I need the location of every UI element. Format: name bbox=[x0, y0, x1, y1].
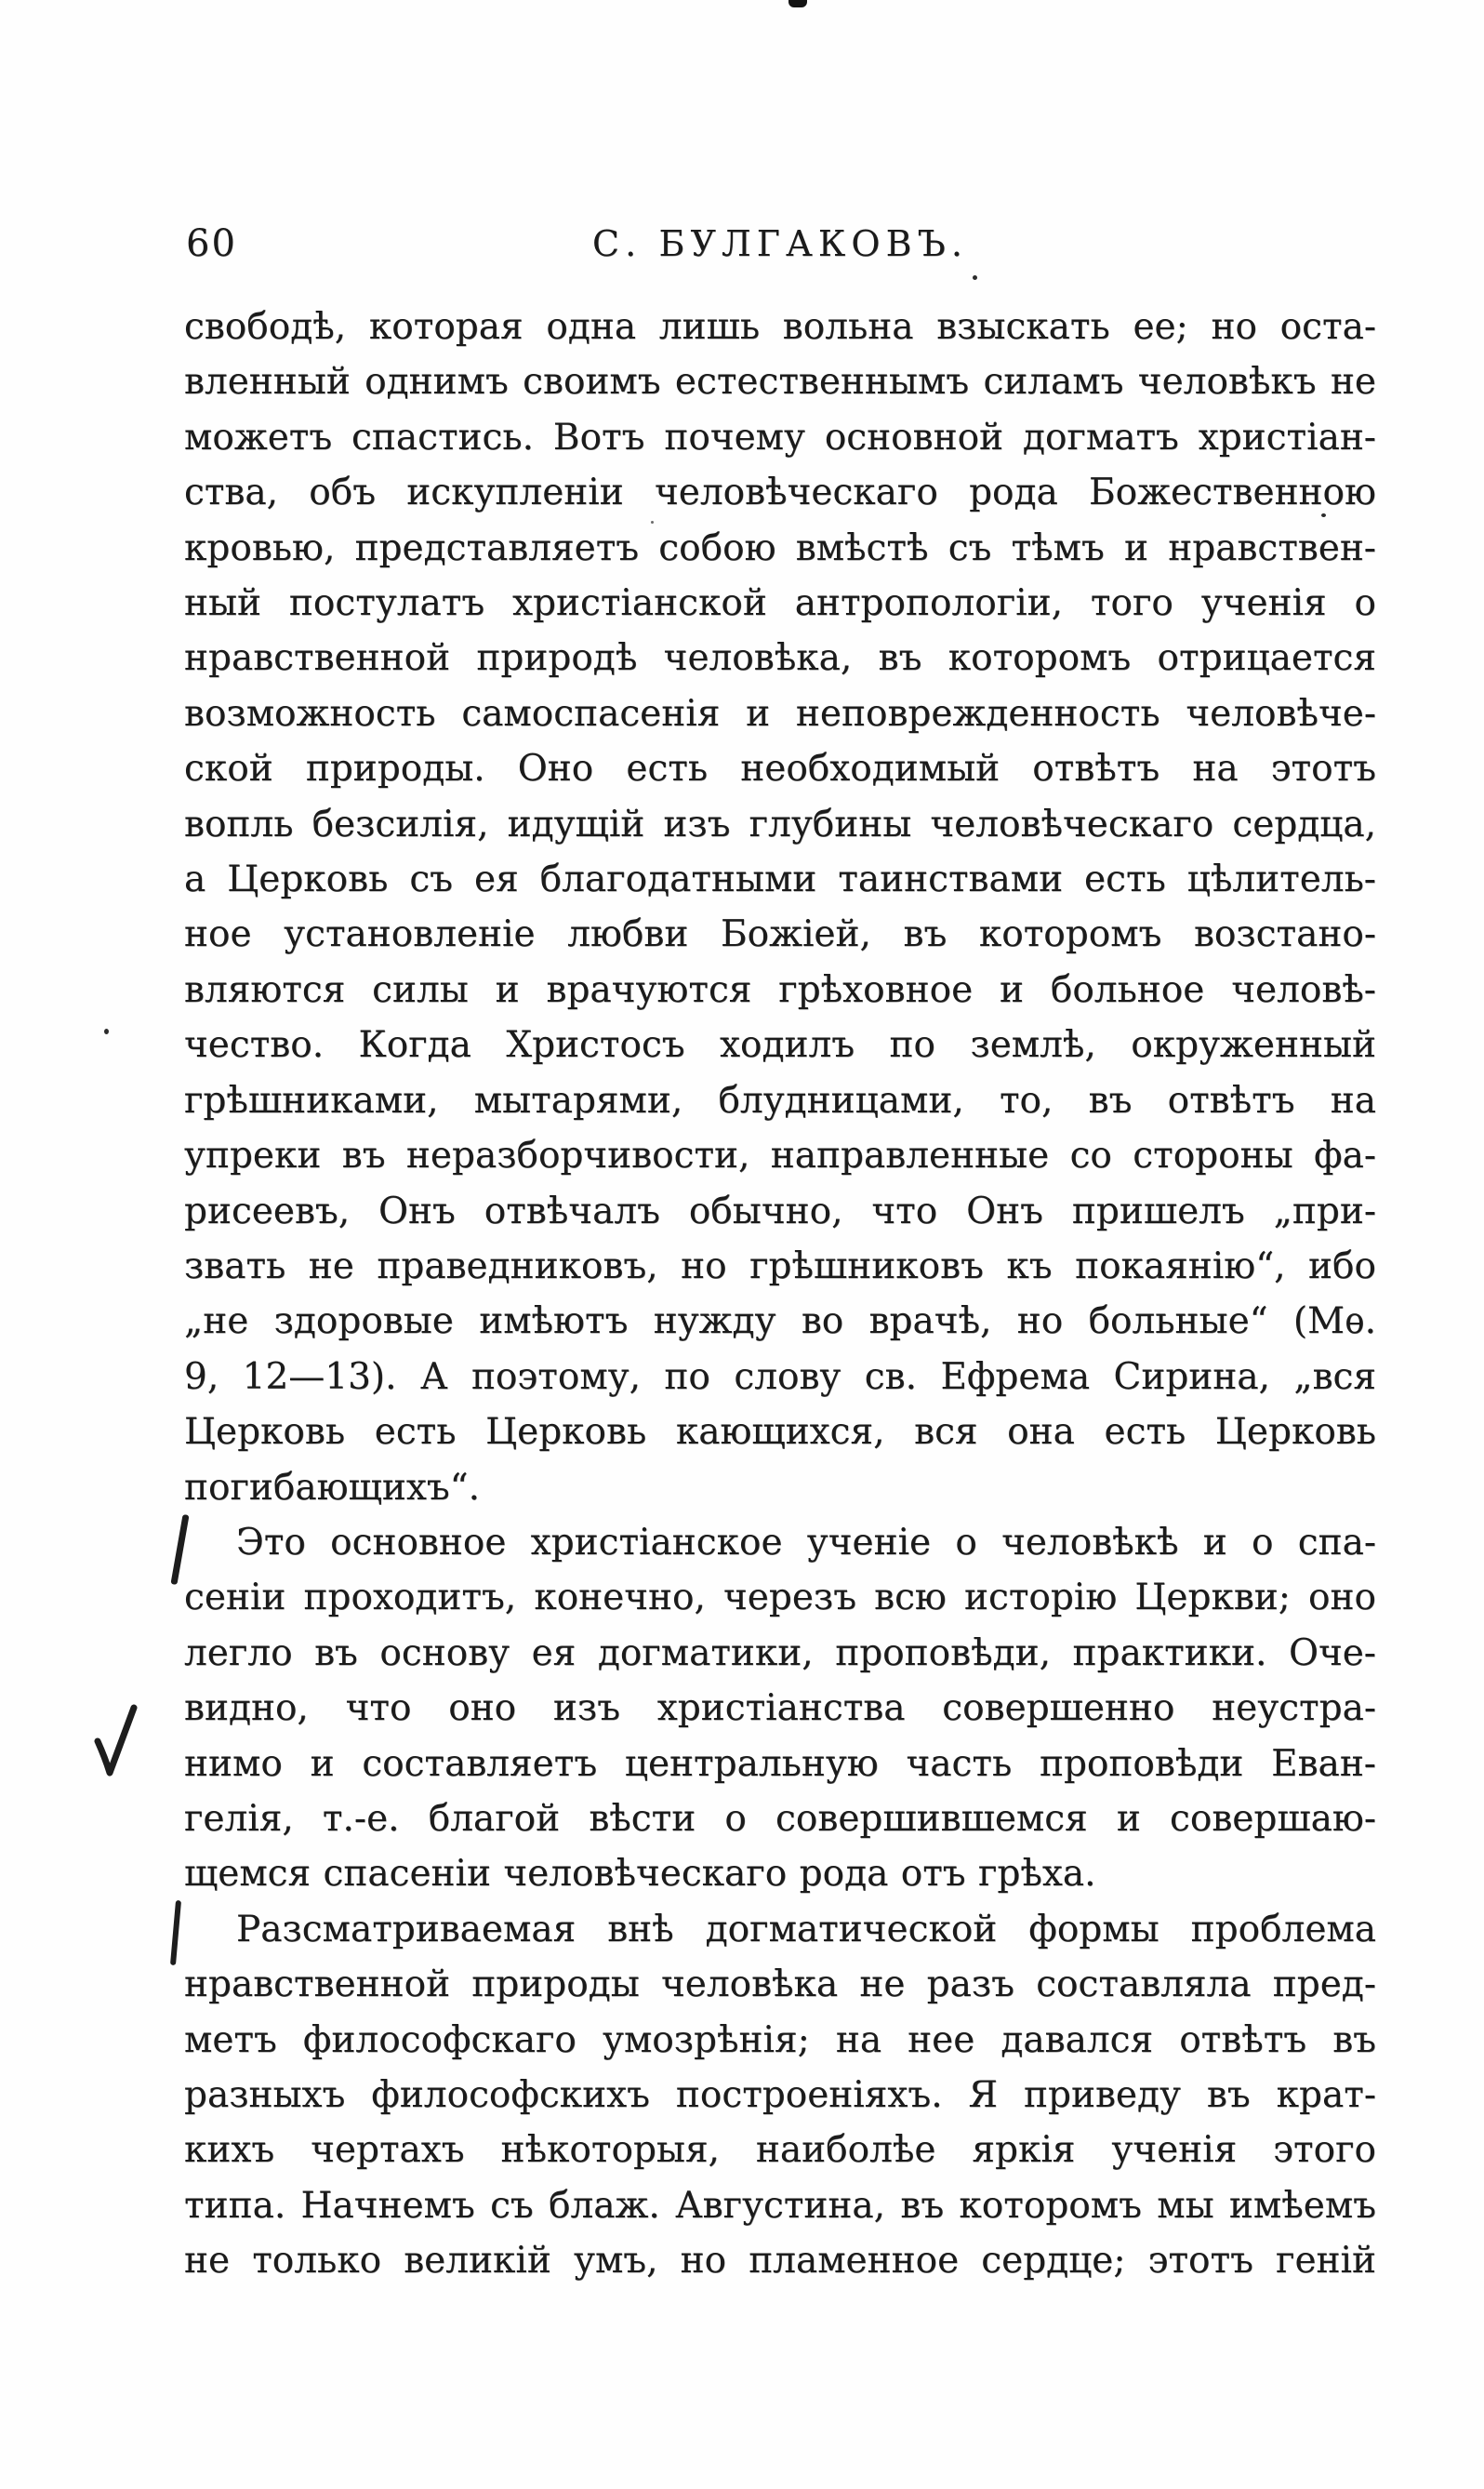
text-line: разныхъ философскихъ построеніяхъ. Я приведу въ крат- bbox=[184, 2074, 1376, 2116]
scan-speck bbox=[973, 275, 977, 280]
scan-speck bbox=[1321, 513, 1326, 517]
text-line: Это основное христіанское ученіе о человѣкѣ и о спа- bbox=[236, 1521, 1376, 1564]
text-line: ства, объ искупленіи человѣческаго рода Божественною bbox=[184, 472, 1376, 514]
text-line: типа. Начнемъ съ блаж. Августина, въ которомъ мы имѣемъ bbox=[184, 2184, 1376, 2227]
text-line: щемся спасеніи человѣческаго рода отъ грѣха. bbox=[184, 1853, 1096, 1896]
scan-speck bbox=[788, 0, 807, 7]
margin-stroke-icon bbox=[170, 1900, 181, 1965]
text-line: нимо и составляетъ центральную часть проповѣди Еван- bbox=[184, 1742, 1376, 1785]
text-line: кровью, представляетъ собою вмѣстѣ съ тѣмъ и нравствен- bbox=[184, 526, 1376, 569]
page-number: 60 bbox=[186, 222, 237, 265]
text-line: метъ философскаго умозрѣнія; на нее давался отвѣтъ въ bbox=[184, 2018, 1376, 2061]
text-line: рисеевъ, Онъ отвѣчалъ обычно, что Онъ пришелъ „при- bbox=[184, 1190, 1376, 1232]
text-line: вопль безсилія, идущій изъ глубины человѣческаго сердца, bbox=[184, 803, 1376, 845]
text-line: можетъ спастись. Вотъ почему основной догматъ христіан- bbox=[184, 416, 1376, 459]
text-line: погибающихъ“. bbox=[184, 1466, 480, 1509]
text-line: свободѣ, которая одна лишь вольна взыскать ее; но оста- bbox=[184, 306, 1376, 348]
text-line: ской природы. Оно есть необходимый отвѣтъ на этотъ bbox=[184, 748, 1376, 791]
text-line: возможность самоспасенія и неповрежденность человѣче- bbox=[184, 692, 1376, 735]
text-line: не только великій умъ, но пламенное сердце; этотъ геній bbox=[184, 2240, 1376, 2283]
text-line: легло въ основу ея догматики, проповѣди, практики. Оче- bbox=[184, 1631, 1376, 1674]
text-line: Церковь есть Церковь кающихся, вся она есть Церковь bbox=[184, 1411, 1376, 1454]
text-line: звать не праведниковъ, но грѣшниковъ къ покаянію“, ибо bbox=[184, 1244, 1376, 1287]
text-line: кихъ чертахъ нѣкоторыя, наиболѣе яркія ученія этого bbox=[184, 2129, 1376, 2172]
text-line: сеніи проходитъ, конечно, черезъ всю исторію Церкви; оно bbox=[184, 1577, 1376, 1619]
text-line: 9, 12—13). А поэтому, по слову св. Ефрема Сирина, „вся bbox=[184, 1355, 1376, 1398]
text-line: видно, что оно изъ христіанства совершенно неустра- bbox=[184, 1687, 1376, 1730]
checkmark-icon bbox=[91, 1702, 141, 1782]
text-line: „не здоровые имѣютъ нужду во врачѣ, но больные“ (Мѳ. bbox=[184, 1300, 1376, 1343]
body-text bbox=[184, 299, 1376, 2289]
scan-speck bbox=[651, 521, 654, 524]
text-line: грѣшниками, мытарями, блудницами, то, въ отвѣтъ на bbox=[184, 1079, 1376, 1122]
text-line: а Церковь съ ея благодатными таинствами есть цѣлитель- bbox=[184, 859, 1376, 901]
text-line: чество. Когда Христосъ ходилъ по землѣ, окруженный bbox=[184, 1024, 1376, 1067]
text-line: нравственной природѣ человѣка, въ которомъ отрицается bbox=[184, 637, 1376, 680]
text-line: ное установленіе любви Божіей, въ которомъ возстано- bbox=[184, 913, 1376, 956]
text-line: ный постулатъ христіанской антропологіи, того ученія о bbox=[184, 582, 1376, 625]
scan-speck bbox=[104, 1029, 109, 1034]
text-line: гелія, т.-е. благой вѣсти о совершившемся и совершаю- bbox=[184, 1797, 1376, 1840]
text-line: нравственной природы человѣка не разъ составляла пред- bbox=[184, 1963, 1376, 2006]
page-header bbox=[184, 224, 1376, 267]
text-line: упреки въ неразборчивости, направленные со стороны фа- bbox=[184, 1135, 1376, 1178]
text-line: Разсматриваемая внѣ догматической формы проблема bbox=[236, 1908, 1376, 1950]
text-line: вляются силы и врачуются грѣховное и больное человѣ- bbox=[184, 968, 1376, 1011]
running-header: С. БУЛГАКОВЪ. bbox=[591, 223, 969, 264]
text-line: вленный однимъ своимъ естественнымъ силамъ человѣкъ не bbox=[184, 361, 1376, 404]
